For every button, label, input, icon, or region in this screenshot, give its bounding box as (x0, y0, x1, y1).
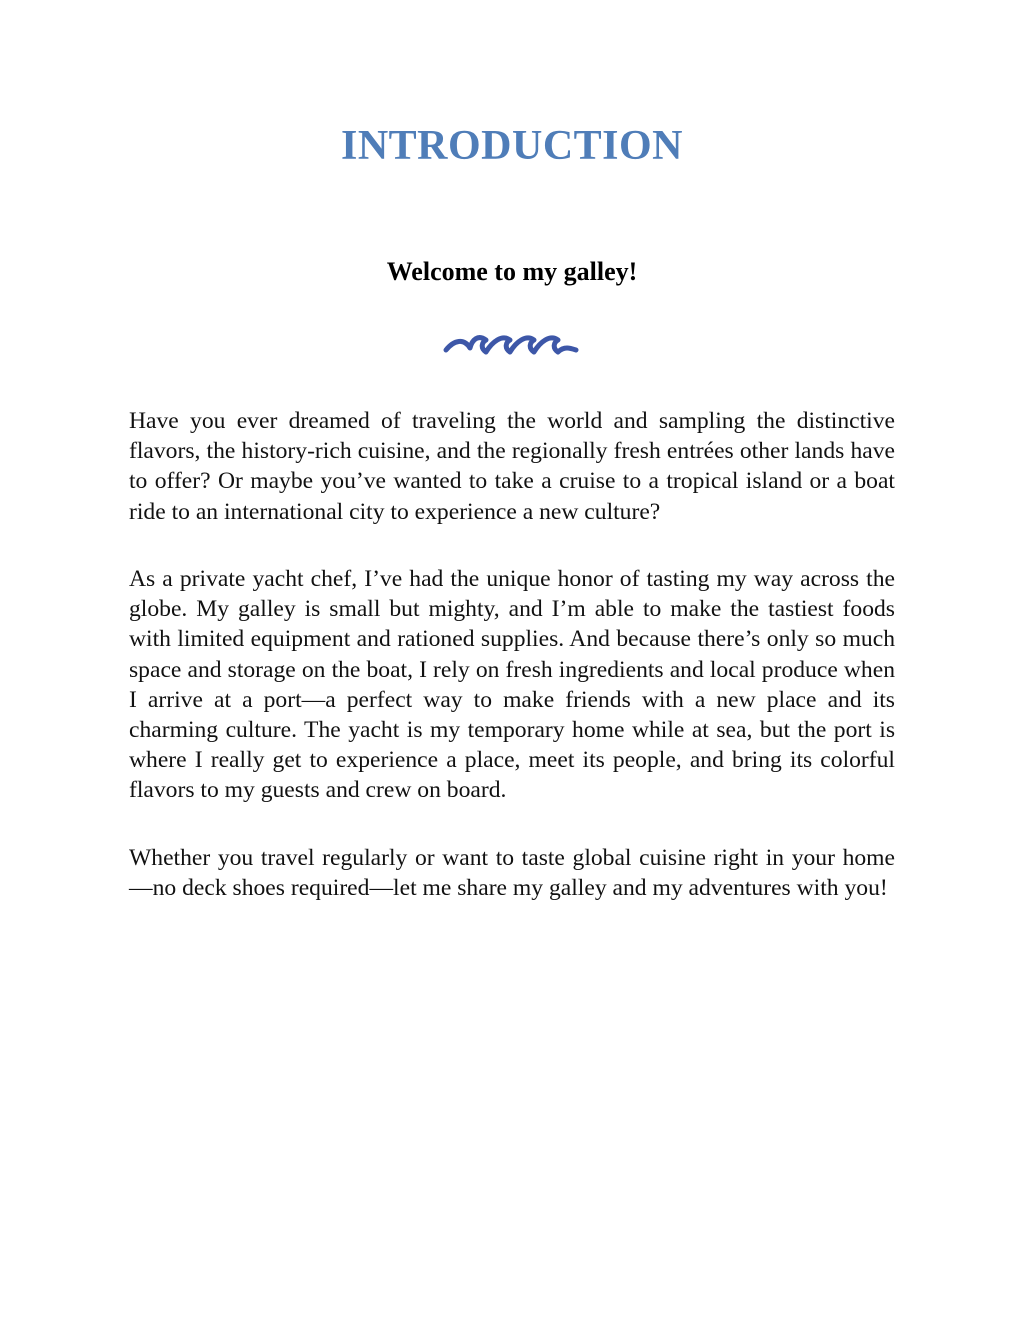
page-title: INTRODUCTION (340, 123, 684, 169)
wave-ornament-icon (442, 328, 582, 358)
intro-paragraph-1: Have you ever dreamed of traveling the world and sampling the distinctive flavors, the history-rich cuisine, and the regionally fresh entrées other lands have to offer? Or maybe you’ve wanted to take a cruise to a tropical island or a boat ride to an international city to experience a new culture? (129, 408, 895, 525)
page-subtitle: Welcome to my galley! (386, 257, 638, 286)
intro-paragraph-2: As a private yacht chef, I’ve had the unique honor of tasting my way across the globe. My galley is small but mighty, and I’m able to make the tastiest foods with limited equipment and rationed supplies. And because there’s only so much space and storage on the boat, I rely on fresh ingredients and local produce when I arrive at a port—a perfect way to make friends with a new place and its charming culture. The yacht is my temporary home while at sea, but the port is where I really get to experience a place, meet its people, and bring its colorful flavors to my guests and crew on board. (129, 566, 895, 804)
intro-paragraph-3: Whether you travel regularly or want to taste global cuisine right in your home—no deck shoes required—let me share my galley and my adventures with you! (129, 845, 895, 902)
